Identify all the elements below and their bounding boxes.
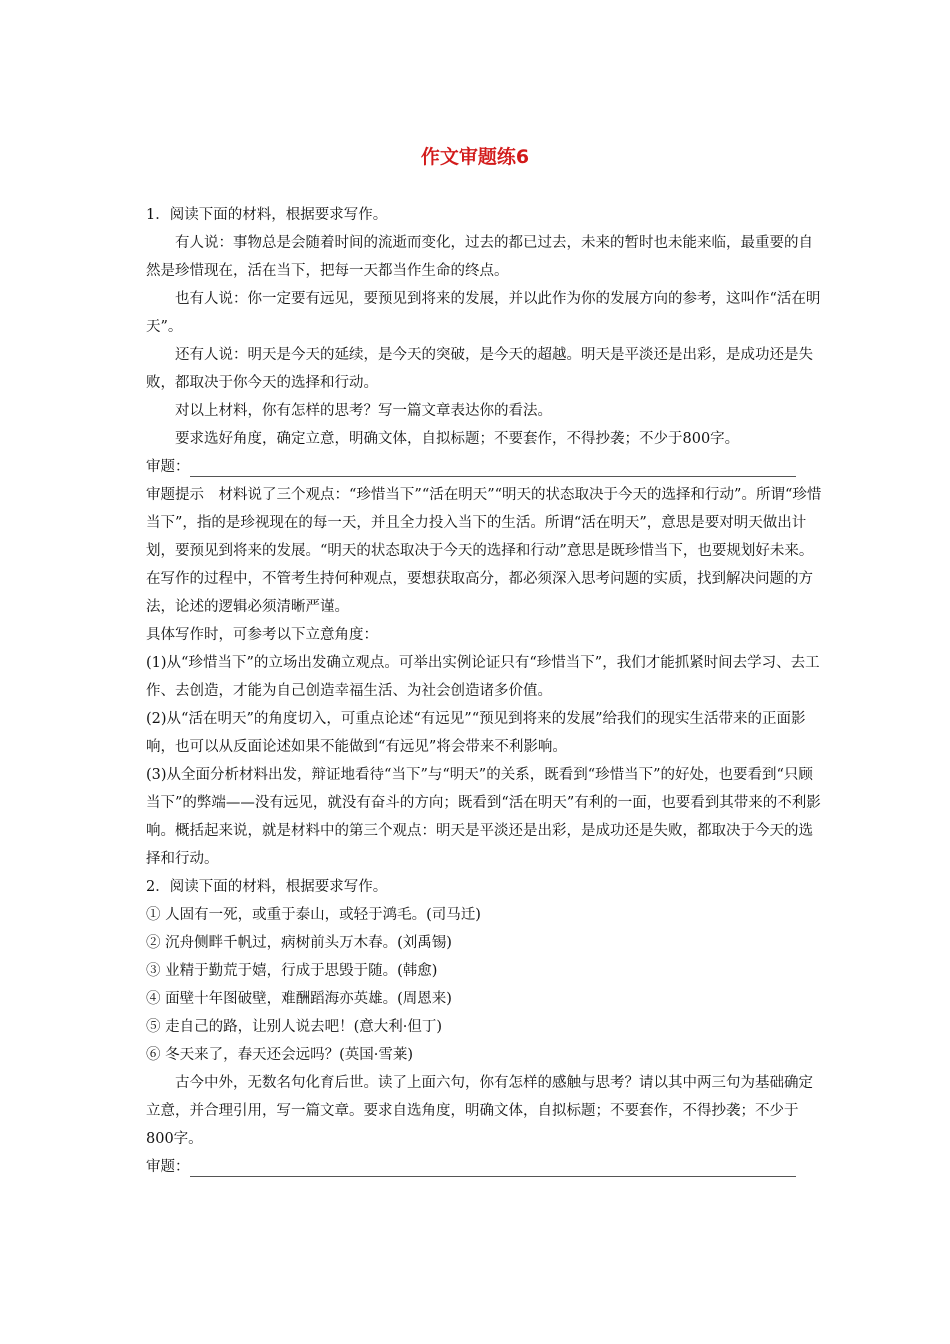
q2-quote-5: ⑤ 走自己的路，让别人说去吧！(意大利·但丁) <box>146 1019 443 1035</box>
q1-intro: 1．阅读下面的材料，根据要求写作。 <box>146 207 388 223</box>
q1-angle-3: (3)从全面分析材料出发，辩证地看待“当下”与“明天”的关系，既看到“珍惜当下”的好处，也要看到“只顾当下”的弊端——没有远见，就没有奋斗的方向；既看到“活在明天”有利的一面，也要看到其带来的不利影响。概括起来说，就是材料中的第三个观点：明天是平淡还是出彩，是成功还是失败，都取决于今天的选择和行动。 <box>146 767 821 867</box>
q1-hint: 审题提示 材料说了三个观点：“珍惜当下”“活在明天”“明天的状态取决于今天的选择和行动”。所谓“珍惜当下”，指的是珍视现在的每一天，并且全力投入当下的生活。所谓“活在明天”，意思是要对明天做出计划，要预见到将来的发展。“明天的状态取决于今天的选择和行动”意思是既珍惜当下，也要规划好未来。在写作的过程中，不管考生持何种观点，要想获取高分，都必须深入思考问题的实质，找到解决问题的方法，论述的逻辑必须清晰严谨。 <box>146 487 822 615</box>
q2-instruction: 古今中外，无数名句化育后世。读了上面六句，你有怎样的感触与思考？请以其中两三句为基础确定立意，并合理引用，写一篇文章。要求自选角度，明确文体，自拟标题；不要套作，不得抄袭；不少于800字。 <box>146 1075 813 1147</box>
q1-para-4: 对以上材料，你有怎样的思考？写一篇文章表达你的看法。 <box>175 403 552 419</box>
q1-para-1: 有人说：事物总是会随着时间的流逝而变化，过去的都已过去，未来的暂时也未能来临，最重要的自然是珍惜现在，活在当下，把每一天都当作生命的终点。 <box>146 235 813 279</box>
q2-shenti-row <box>146 1153 822 1181</box>
q2-intro: 2．阅读下面的材料，根据要求写作。 <box>146 879 388 895</box>
q2-answer-line[interactable] <box>190 1158 796 1177</box>
q1-para-3: 还有人说：明天是今天的延续，是今天的突破，是今天的超越。明天是平淡还是出彩，是成功还是失败，都取决于你今天的选择和行动。 <box>146 347 813 391</box>
q2-quote-4: ④ 面壁十年图破壁，难酬蹈海亦英雄。(周恩来) <box>146 991 452 1007</box>
q1-angles-intro: 具体写作时，可参考以下立意角度： <box>146 627 378 643</box>
page-title: 作文审题练6 <box>420 146 530 168</box>
q2-quote-3: ③ 业精于勤荒于嬉，行成于思毁于随。(韩愈) <box>146 963 438 979</box>
q1-shenti-row <box>146 453 822 481</box>
q1-para-2: 也有人说：你一定要有远见，要预见到将来的发展，并以此作为你的发展方向的参考，这叫作“活在明天”。 <box>146 291 821 335</box>
q2-shenti-label: 审题： <box>146 1159 190 1175</box>
document-body <box>146 201 822 1181</box>
q1-angle-1: (1)从“珍惜当下”的立场出发确立观点。可举出实例论证只有“珍惜当下”，我们才能抓紧时间去学习、去工作、去创造，才能为自己创造幸福生活、为社会创造诸多价值。 <box>146 655 820 699</box>
q1-angle-2: (2)从“活在明天”的角度切入，可重点论述“有远见”“预见到将来的发展”给我们的现实生活带来的正面影响，也可以从反面论述如果不能做到“有远见”将会带来不利影响。 <box>146 711 806 755</box>
q1-requirement: 要求选好角度，确定立意，明确文体，自拟标题；不要套作，不得抄袭；不少于800字。 <box>175 431 740 447</box>
q1-shenti-label: 审题： <box>146 459 190 475</box>
q2-quote-6: ⑥ 冬天来了，春天还会远吗？(英国·雪莱) <box>146 1047 414 1063</box>
q2-quote-2: ② 沉舟侧畔千帆过，病树前头万木春。(刘禹锡) <box>146 935 452 951</box>
q2-quote-1: ① 人固有一死，或重于泰山，或轻于鸿毛。(司马迁) <box>146 907 481 923</box>
q1-answer-line[interactable] <box>190 458 796 477</box>
